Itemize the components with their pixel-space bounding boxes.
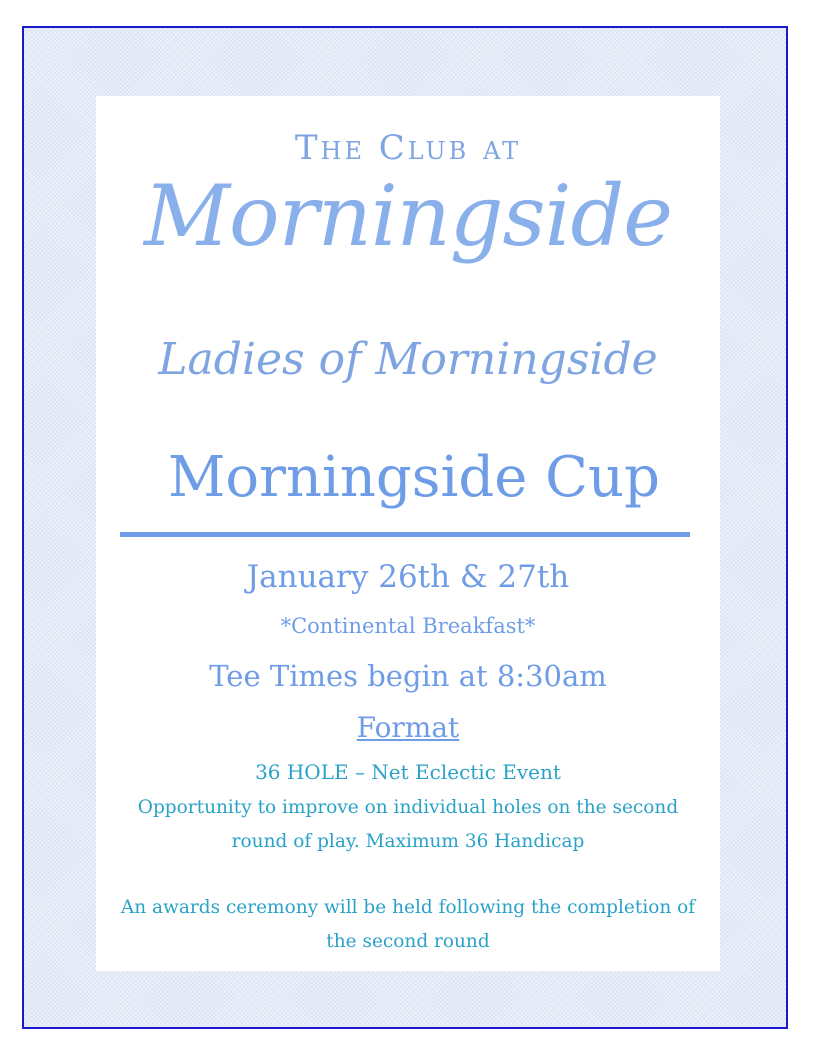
- club-logo-script-name: Morningside: [143, 167, 673, 265]
- format-details: Opportunity to improve on individual holes on the second round of play. Maximum 36 Handicap: [137, 797, 679, 852]
- title-divider: [120, 532, 690, 537]
- ladies-subtitle: Ladies of Morningside: [158, 334, 658, 385]
- breakfast-note: *Continental Breakfast*: [280, 614, 536, 638]
- event-date: January 26th & 27th: [246, 559, 570, 595]
- tee-times: Tee Times begin at 8:30am: [209, 659, 607, 693]
- event-title: Morningside Cup: [168, 445, 660, 510]
- awards-note: An awards ceremony will be held following the completion of the second round: [120, 897, 696, 952]
- club-logo-top-line: The Club at: [294, 128, 522, 168]
- format-event: 36 HOLE – Net Eclectic Event: [255, 760, 561, 784]
- format-heading: Format: [356, 711, 460, 744]
